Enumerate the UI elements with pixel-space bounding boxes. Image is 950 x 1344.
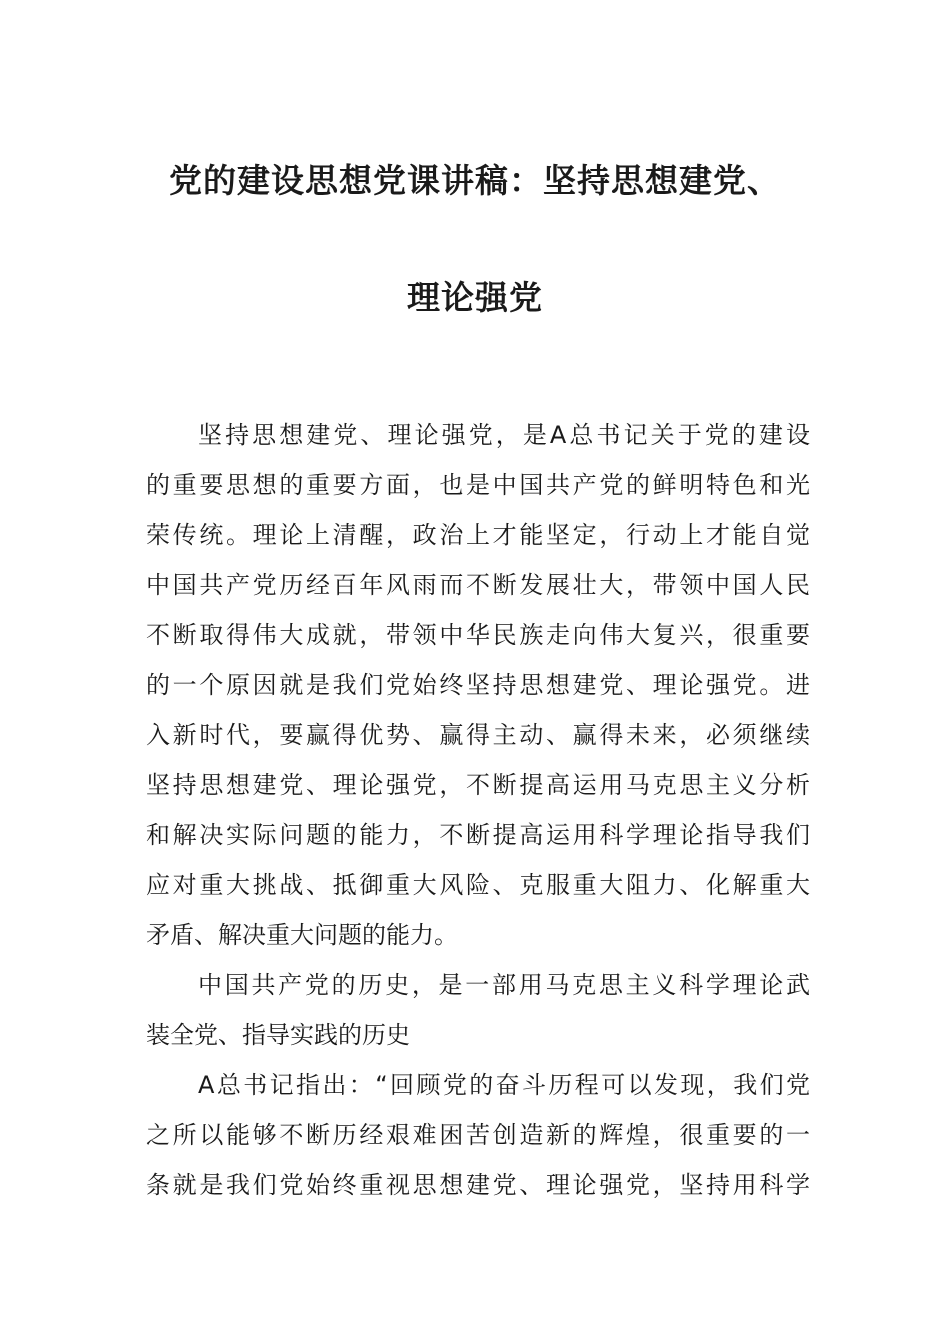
paragraph-1 bbox=[146, 410, 810, 960]
paragraph-line: 坚持思想建党、理论强党，是A总书记关于党的建设 bbox=[198, 421, 810, 449]
paragraph-line: 应对重大挑战、抵御重大风险、克服重大阻力、化解重大 bbox=[146, 871, 810, 899]
paragraph-line: 入新时代，要赢得优势、赢得主动、赢得未来，必须继续 bbox=[146, 721, 810, 749]
document-title-line-1: 党的建设思想党课讲稿：坚持思想建党、 bbox=[169, 161, 781, 200]
paragraph-line: 和解决实际问题的能力，不断提高运用科学理论指导我们 bbox=[146, 821, 810, 849]
paragraph-2 bbox=[146, 960, 810, 1060]
paragraph-line: 条就是我们党始终重视思想建党、理论强党，坚持用科学 bbox=[146, 1171, 810, 1199]
paragraph-line: 中国共产党历经百年风雨而不断发展壮大，带领中国人民 bbox=[146, 571, 810, 599]
paragraph-line: 坚持思想建党、理论强党，不断提高运用马克思主义分析 bbox=[146, 771, 810, 799]
document-title-line-2: 理论强党 bbox=[407, 278, 543, 317]
paragraph-3 bbox=[146, 1060, 810, 1210]
paragraph-line: 不断取得伟大成就，带领中华民族走向伟大复兴，很重要 bbox=[146, 621, 810, 649]
paragraph-line: 装全党、指导实践的历史 bbox=[146, 1021, 410, 1049]
paragraph-line: A总书记指出：“回顾党的奋斗历程可以发现，我们党 bbox=[198, 1071, 810, 1099]
document-body bbox=[146, 410, 810, 1210]
paragraph-line: 之所以能够不断历经艰难困苦创造新的辉煌，很重要的一 bbox=[146, 1121, 810, 1149]
paragraph-line: 荣传统。理论上清醒，政治上才能坚定，行动上才能自觉 bbox=[146, 521, 810, 549]
paragraph-line: 中国共产党的历史，是一部用马克思主义科学理论武 bbox=[198, 971, 810, 999]
paragraph-line: 的一个原因就是我们党始终坚持思想建党、理论强党。进 bbox=[146, 671, 810, 699]
paragraph-line: 的重要思想的重要方面，也是中国共产党的鲜明特色和光 bbox=[146, 471, 810, 499]
paragraph-line: 矛盾、解决重大问题的能力。 bbox=[146, 921, 458, 949]
